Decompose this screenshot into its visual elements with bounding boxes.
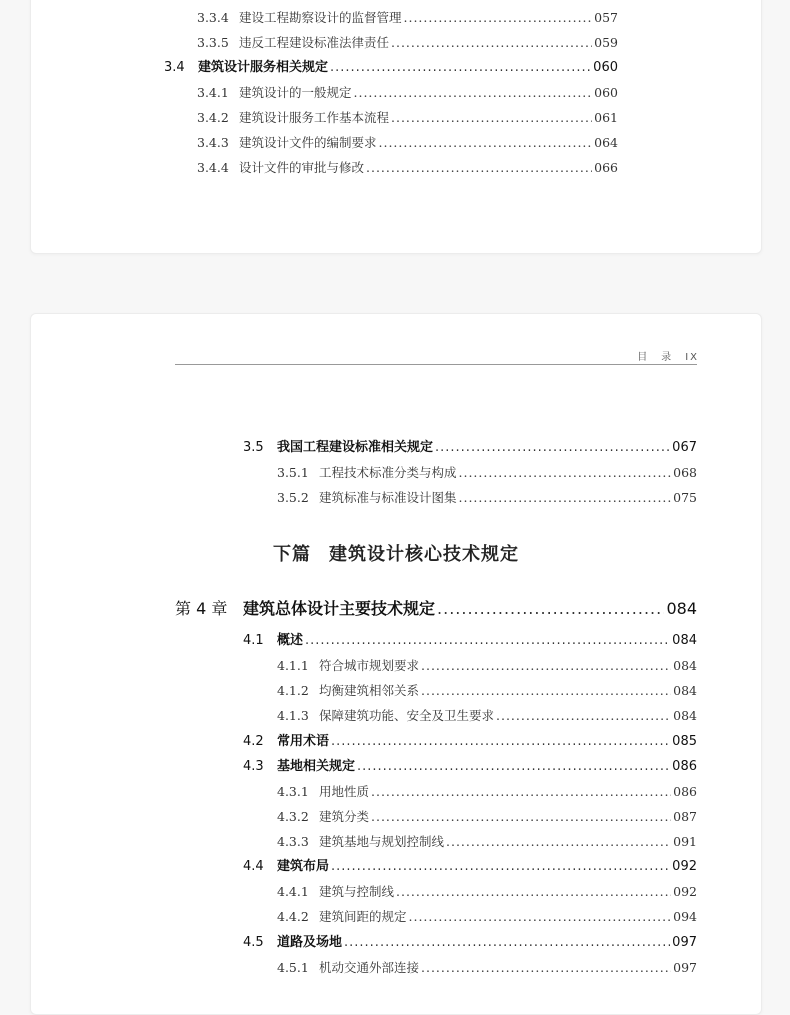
toc-entry[interactable] <box>277 657 697 675</box>
leader-dots <box>421 657 671 675</box>
entry-page: 084 <box>673 658 697 673</box>
chapter-page: 084 <box>666 599 697 618</box>
entry-title: 建设工程勘察设计的监督管理 <box>239 10 402 25</box>
entry-page: 057 <box>594 10 618 25</box>
entry-title: 基地相关规定 <box>277 759 356 774</box>
leader-dots <box>496 707 671 725</box>
toc-entry[interactable] <box>277 883 697 901</box>
toc-chapter-entry[interactable] <box>175 598 697 620</box>
entry-number: 4.1.2 <box>277 683 309 698</box>
leader-dots <box>305 632 670 650</box>
leader-dots <box>366 159 592 177</box>
entry-title: 我国工程建设标准相关规定 <box>277 440 434 455</box>
entry-page: 060 <box>593 60 618 75</box>
toc-entry[interactable] <box>197 134 618 152</box>
entry-page: 061 <box>594 110 618 125</box>
entry-number: 4.2 <box>243 734 264 749</box>
leader-dots <box>357 758 670 776</box>
leader-dots <box>331 858 670 876</box>
entry-number: 3.3.5 <box>197 35 229 50</box>
part-heading: 建筑设计核心技术规定 <box>329 544 519 565</box>
entry-title: 建筑设计服务工作基本流程 <box>239 110 390 125</box>
entry-number: 4.1.3 <box>277 708 309 723</box>
toc-entry[interactable] <box>197 9 618 27</box>
entry-page: 094 <box>673 909 697 924</box>
entry-title: 道路及场地 <box>277 935 343 950</box>
toc-section-entry[interactable] <box>243 632 697 650</box>
entry-page: 097 <box>673 960 697 975</box>
entry-page: 084 <box>672 633 697 648</box>
leader-dots <box>331 733 670 751</box>
leader-dots <box>409 908 672 926</box>
entry-title: 机动交通外部连接 <box>319 960 420 975</box>
toc-entry[interactable] <box>277 464 697 482</box>
running-head <box>625 348 699 363</box>
leader-dots <box>404 9 593 27</box>
entry-page: 059 <box>594 35 618 50</box>
toc-entry[interactable] <box>277 682 697 700</box>
toc-entry[interactable] <box>277 707 697 725</box>
toc-section-entry[interactable] <box>243 439 697 457</box>
entry-title: 符合城市规划要求 <box>319 658 420 673</box>
entry-page: 097 <box>672 935 697 950</box>
entry-page: 067 <box>672 440 697 455</box>
toc-entry[interactable] <box>277 808 697 826</box>
toc-entry[interactable] <box>277 959 697 977</box>
entry-title: 违反工程建设标准法律责任 <box>239 35 390 50</box>
toc-page <box>30 313 762 1015</box>
toc-entry[interactable] <box>277 833 697 851</box>
chapter-number: 第 4 章 <box>175 599 228 618</box>
entry-number: 4.1.1 <box>277 658 309 673</box>
leader-dots <box>354 84 593 102</box>
entry-page: 086 <box>672 759 697 774</box>
running-head-page: IX <box>685 352 699 363</box>
entry-title: 工程技术标准分类与构成 <box>319 465 457 480</box>
entry-number: 4.4 <box>243 859 264 874</box>
header-rule <box>175 364 697 365</box>
leader-dots <box>371 808 671 826</box>
entry-title: 建筑与控制线 <box>319 884 395 899</box>
entry-number: 4.3.2 <box>277 809 309 824</box>
entry-page: 087 <box>673 809 697 824</box>
entry-page: 084 <box>673 708 697 723</box>
entry-title: 建筑设计的一般规定 <box>239 85 352 100</box>
entry-title: 建筑设计服务相关规定 <box>198 60 329 75</box>
leader-dots <box>459 464 672 482</box>
leader-dots <box>421 682 671 700</box>
entry-title: 建筑间距的规定 <box>319 909 407 924</box>
entry-number: 4.5.1 <box>277 960 309 975</box>
entry-title: 建筑基地与规划控制线 <box>319 834 445 849</box>
toc-section-entry[interactable] <box>243 934 697 952</box>
toc-entry[interactable] <box>197 84 618 102</box>
running-head-label: 目 录 <box>637 352 674 363</box>
entry-page: 068 <box>673 465 697 480</box>
entry-number: 4.3.1 <box>277 784 309 799</box>
entry-page: 075 <box>673 490 697 505</box>
entry-number: 4.4.1 <box>277 884 309 899</box>
entry-number: 3.5 <box>243 440 264 455</box>
leader-dots <box>437 598 664 620</box>
toc-entry[interactable] <box>277 783 697 801</box>
leader-dots <box>459 489 672 507</box>
toc-section-entry[interactable] <box>243 733 697 751</box>
chapter-title: 建筑总体设计主要技术规定 <box>243 599 436 618</box>
entry-page: 092 <box>673 884 697 899</box>
toc-entry[interactable] <box>197 159 618 177</box>
entry-page: 064 <box>594 135 618 150</box>
leader-dots <box>391 34 592 52</box>
toc-section-entry[interactable] <box>243 758 697 776</box>
toc-entry[interactable] <box>197 34 618 52</box>
entry-number: 3.4.3 <box>197 135 229 150</box>
entry-page: 092 <box>672 859 697 874</box>
entry-number: 3.3.4 <box>197 10 229 25</box>
leader-dots <box>435 439 670 457</box>
entry-page: 091 <box>673 834 697 849</box>
leader-dots <box>421 959 671 977</box>
entry-title: 建筑标准与标准设计图集 <box>319 490 457 505</box>
toc-section-entry[interactable] <box>243 858 697 876</box>
entry-title: 概述 <box>277 633 304 648</box>
entry-number: 3.4 <box>164 60 185 75</box>
entry-number: 3.4.1 <box>197 85 229 100</box>
leader-dots <box>446 833 671 851</box>
entry-page: 085 <box>672 734 697 749</box>
entry-page: 060 <box>594 85 618 100</box>
toc-entry[interactable] <box>197 109 618 127</box>
entry-title: 建筑布局 <box>277 859 330 874</box>
entry-page: 086 <box>673 784 697 799</box>
part-title <box>31 540 761 566</box>
leader-dots <box>396 883 671 901</box>
entry-number: 4.4.2 <box>277 909 309 924</box>
toc-entry[interactable] <box>277 489 697 507</box>
part-label: 下篇 <box>273 544 311 565</box>
entry-number: 3.4.4 <box>197 160 229 175</box>
leader-dots <box>344 934 670 952</box>
entry-number: 4.5 <box>243 935 264 950</box>
entry-number: 3.5.2 <box>277 490 309 505</box>
entry-number: 4.1 <box>243 633 264 648</box>
entry-title: 均衡建筑相邻关系 <box>319 683 420 698</box>
entry-title: 建筑设计文件的编制要求 <box>239 135 377 150</box>
entry-title: 设计文件的审批与修改 <box>239 160 365 175</box>
entry-number: 4.3 <box>243 759 264 774</box>
entry-page: 066 <box>594 160 618 175</box>
entry-number: 3.4.2 <box>197 110 229 125</box>
entry-number: 4.3.3 <box>277 834 309 849</box>
toc-page-top <box>30 0 762 254</box>
leader-dots <box>391 109 592 127</box>
toc-entry[interactable] <box>277 908 697 926</box>
entry-page: 084 <box>673 683 697 698</box>
leader-dots <box>379 134 593 152</box>
entry-title: 用地性质 <box>319 784 370 799</box>
toc-section-entry[interactable] <box>164 59 618 77</box>
entry-title: 建筑分类 <box>319 809 370 824</box>
leader-dots <box>371 783 671 801</box>
leader-dots <box>330 59 591 77</box>
entry-title: 保障建筑功能、安全及卫生要求 <box>319 708 495 723</box>
entry-number: 3.5.1 <box>277 465 309 480</box>
entry-title: 常用术语 <box>277 734 330 749</box>
